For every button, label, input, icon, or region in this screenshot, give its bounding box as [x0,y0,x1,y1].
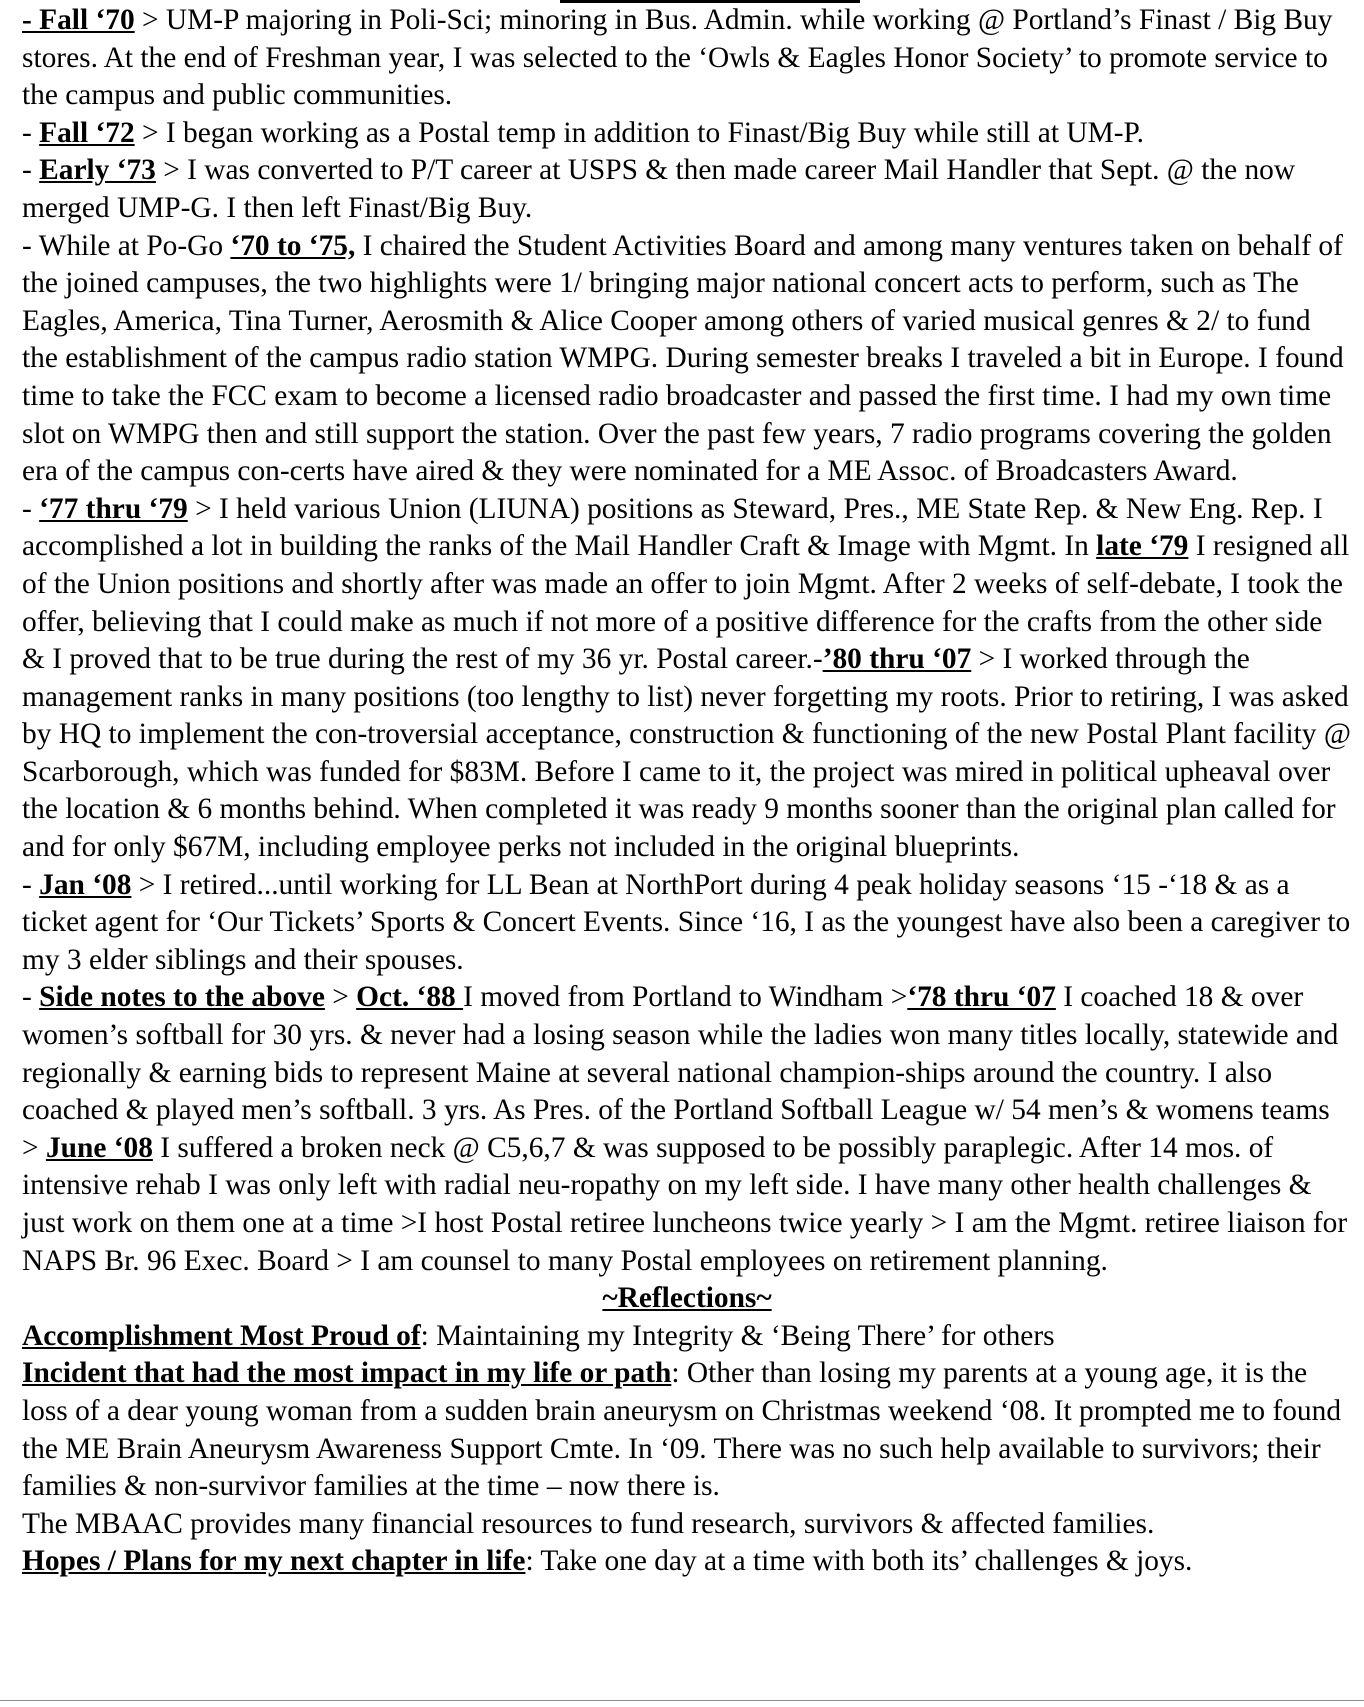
paragraph-text: > I began working as a Postal temp in addition to Finast/Big Buy while still at UM-P. [134,116,1144,149]
page-bottom-divider [0,1700,1364,1701]
reflection-mbaac-note [22,1506,1352,1544]
paragraph-prefix: - While at Po-Go [22,229,231,262]
paragraph-text: I coached 18 & over women’s softball for 30 yrs. & never had a losing season while the ladies won many titles locally, statewide and regionally & earning bids to represent Maine at several national champion-ships around the country. I also coached & played men’s softball. 3 yrs. As Pres. of the Portland Softball League w/ 54 men’s & womens teams > [22,981,1339,1164]
paragraph-prefix: - [22,154,40,187]
paragraph-text: > UM-P majoring in Poli-Sci; minoring in Bus. Admin. while working @ Portland’s Finast / Big Buy stores. At the end of Freshman year, I was selected to the ‘Owls & Eagles Honor Society’ to promote service to the campus and public communities. [22,4,1333,112]
reflection-label: Hopes / Plans for my next chapter in life [22,1545,526,1578]
paragraph-prefix: - [22,981,40,1014]
paragraph-text: I moved from Portland to Windham > [463,981,908,1014]
reflection-next-chapter [22,1543,1352,1581]
paragraph-fall-70 [22,2,1352,115]
reflection-text: : Other than losing my parents at a young age, it is the loss of a dear young woman from a sudden brain aneurysm on Christmas weekend ‘08. It prompted me to found the ME Brain Aneurysm Awareness Support Cmte. In ‘09. There was no such help available to survivors; their families & non-survivor families at the time – now there is. [22,1357,1342,1503]
section-label: Side notes to the above [39,981,325,1014]
reflection-text: : Take one day at a time with both its’ challenges & joys. [525,1545,1193,1578]
date-label: ‘70 to ‘75, [230,229,356,262]
paragraph-early-73 [22,152,1352,227]
paragraph-prefix: - [22,116,40,149]
paragraph-text: > [324,981,357,1014]
date-label: ‘77 thru ‘79 [39,492,188,525]
date-label: - Fall ‘70 [22,4,135,36]
paragraph-70-to-75 [22,228,1352,491]
paragraph-text: > I worked through the management ranks in many positions (too lengthy to list) never forgetting my roots. Prior to retiring, I was asked by HQ to implement the con-troversial acceptance, construction & functioning of the new Postal Plant facility @ Scarborough, which was funded for $83M. Before I came to it, the project was mired in political upheaval over the location & 6 months behind. When completed it was ready 9 months sooner than the original plan called for and for only $67M, including employee perks not included in the original blueprints. [22,643,1351,864]
paragraph-jan-08 [22,867,1352,980]
reflection-text: The MBAAC provides many financial resources to fund research, survivors & affected families. [22,1507,1155,1540]
paragraph-prefix: - [22,868,40,901]
date-label: late ‘79 [1096,530,1189,563]
reflections-heading: ~Reflections~ [602,1282,772,1315]
paragraph-text: > I was converted to P/T career at USPS & then made career Mail Handler that Sept. @ the now merged UMP-G. I then left Finast/Big Buy. [22,154,1296,224]
paragraph-side-notes [22,979,1352,1280]
paragraph-text: > I held various Union (LIUNA) positions as Steward, Pres., ME State Rep. & New Eng. Rep. I accomplished a lot in building the ranks of the Mail Handler Craft & Image with Mgmt. In [22,492,1323,563]
reflection-proudest-accomplishment [22,1318,1352,1356]
paragraph-text: > I retired...until working for LL Bean at NorthPort during 4 peak holiday seasons ‘15 -‘18 & as a ticket agent for ‘Our Tickets’ Sports & Concert Events. Since ‘16, I as the youngest have also been a caregiver to my 3 elder siblings and their spouses. [22,868,1351,976]
paragraph-77-thru-79 [22,491,1352,867]
reflection-most-impactful-incident [22,1355,1352,1505]
paragraph-prefix: - [22,492,40,525]
date-label: Oct. ‘88 [356,981,464,1014]
date-label: Early ‘73 [39,154,156,187]
date-label: June ‘08 [45,1131,153,1164]
document-body [22,2,1352,1581]
paragraph-text: I resigned all of the Union positions and shortly after was made an offer to join Mgmt. After 2 weeks of self-debate, I took the offer, believing that I could make as much if not more of a positive difference for the crafts from the other side & I proved that to be true during the rest of my 36 yr. Postal career.- [22,530,1350,676]
paragraph-text: I chaired the Student Activities Board and among many ventures taken on behalf of the joined campuses, the two highlights were 1/ bringing major national concert acts to perform, such as The Eagles, America, Tina Turner, Aerosmith & Alice Cooper among others of varied musical genres & 2/ to fund the establishment of the campus radio station WMPG. During semester breaks I traveled a bit in Europe. I found time to take the FCC exam to become a licensed radio broadcaster and passed the first time. I had my own time slot on WMPG then and still support the station. Over the past few years, 7 radio programs covering the golden era of the campus con-certs have aired & they were nominated for a ME Assoc. of Broadcasters Award. [22,229,1344,488]
reflection-label: Incident that had the most impact in my life or path [22,1357,672,1390]
date-label: Jan ‘08 [39,868,132,901]
date-label: Fall ‘72 [39,116,135,149]
date-label: ’80 thru ‘07 [822,643,972,676]
paragraph-text: I suffered a broken neck @ C5,6,7 & was supposed to be possibly paraplegic. After 14 mos. of intensive rehab I was only left with radial neu-ropathy on my left side. I have many other health challenges & just work on them one at a time >I host Postal retiree luncheons twice yearly > I am the Mgmt. retiree liaison for NAPS Br. 96 Exec. Board > I am counsel to many Postal employees on retirement planning. [22,1131,1348,1277]
paragraph-fall-72 [22,115,1352,153]
reflection-label: Accomplishment Most Proud of [22,1319,421,1352]
date-label: ‘78 thru ‘07 [907,981,1056,1014]
reflection-text: : Maintaining my Integrity & ‘Being There’ for others [420,1319,1055,1352]
